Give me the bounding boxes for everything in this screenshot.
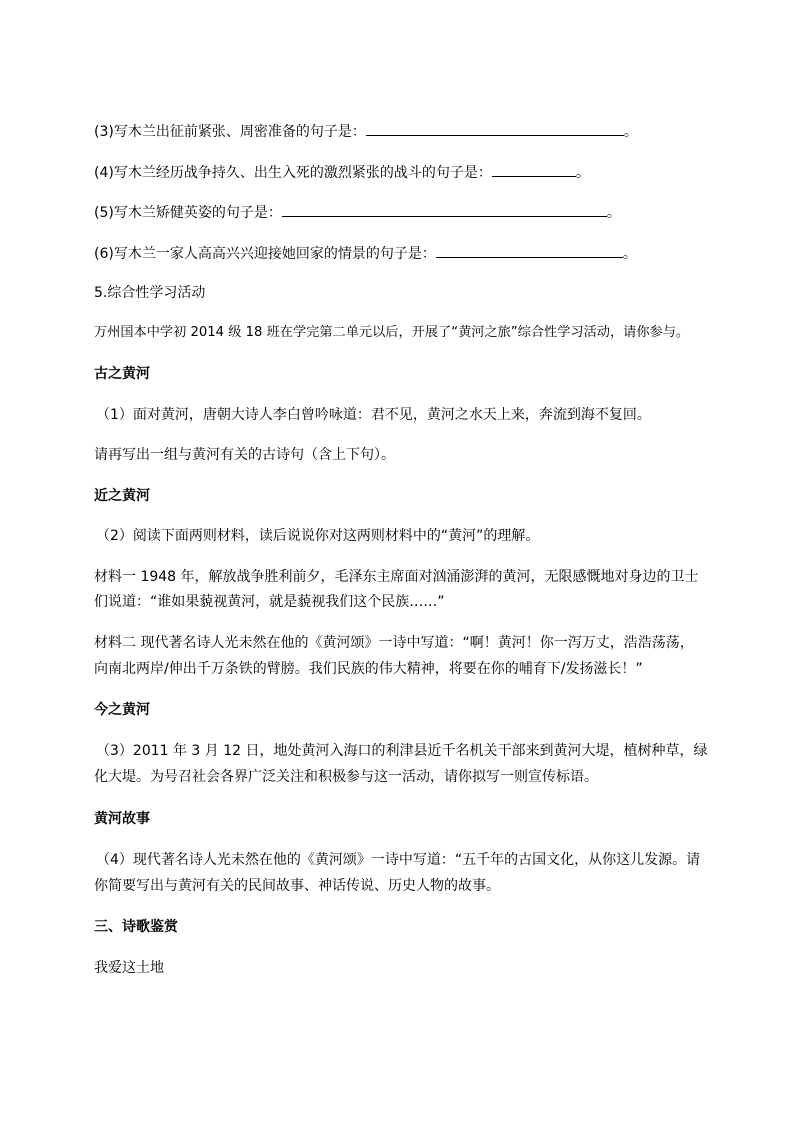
question-3 <box>94 121 638 141</box>
section-5-intro: 万州国本中学初 2014 级 18 班在学完第二单元以后，开展了“黄河之旅”综合性学习活动，请你参与。 <box>94 325 690 340</box>
material-2-line-2: 向南北两岸/伸出千万条铁的臂膀。我们民族的伟大精神，将要在你的哺育下/发扬滋长！” <box>94 661 643 677</box>
answer-blank-4[interactable] <box>492 162 576 177</box>
material-2-line-1: 材料二 现代著名诗人光未然在他的《黄河颂》一诗中写道：“啊！黄河！你一泻万丈，浩浩荡荡， <box>94 635 694 651</box>
question-4-line-1: （4）现代著名诗人光未然在他的《黄河颂》一诗中写道：“五千年的古国文化，从你这儿发源。请 <box>96 852 701 868</box>
question-3-end: 。 <box>623 124 638 140</box>
question-5-text: (5)写木兰矫健英姿的句子是： <box>94 205 282 221</box>
question-4-end: 。 <box>575 165 590 181</box>
answer-blank-6[interactable] <box>436 243 623 258</box>
poem-title: 我爱这土地 <box>94 960 164 976</box>
question-6-end: 。 <box>622 246 637 262</box>
question-6 <box>94 243 637 263</box>
heading-yellow-river-stories: 黄河故事 <box>94 811 150 827</box>
question-4-line-2: 你简要写出与黄河有关的民间故事、神话传说、历史人物的故事。 <box>94 878 500 894</box>
question-4 <box>94 162 590 182</box>
question-5 <box>94 202 621 222</box>
answer-blank-5[interactable] <box>282 202 607 217</box>
question-3-line-2: 化大堤。为号召社会各界广泛关注和积极参与这一活动，请你拟写一则宣传标语。 <box>94 769 598 785</box>
question-5-end: 。 <box>606 205 621 221</box>
section-5-title: 5.综合性学习活动 <box>94 285 206 301</box>
heading-ancient-yellow-river: 古之黄河 <box>94 366 150 382</box>
answer-blank-3[interactable] <box>366 121 624 136</box>
question-3-line-1: （3）2011 年 3 月 12 日，地处黄河入海口的利津县近千名机关干部来到黄河大堤，植树种草，绿 <box>96 743 708 759</box>
question-6-text: (6)写木兰一家人高高兴兴迎接她回家的情景的句子是： <box>94 246 436 262</box>
question-1: （1）面对黄河，唐朝大诗人李白曾吟咏道：君不见，黄河之水天上来，奔流到海不复回。 <box>96 407 651 423</box>
question-3-text: (3)写木兰出征前紧张、周密准备的句子是： <box>94 124 366 140</box>
material-1-line-2: 们说道：“谁如果藐视黄河，就是藐视我们这个民族……” <box>94 594 445 610</box>
material-1-line-1: 材料一 1948 年，解放战争胜利前夕，毛泽东主席面对汹涌澎湃的黄河，无限感慨地对身边的卫士 <box>94 569 699 585</box>
question-2: （2）阅读下面两则材料，读后说说你对这两则材料中的“黄河”的理解。 <box>96 528 540 544</box>
question-4-text: (4)写木兰经历战争持久、出生入死的激烈紧张的战斗的句子是： <box>94 165 492 181</box>
heading-modern-yellow-river: 近之黄河 <box>94 488 150 504</box>
heading-current-yellow-river: 今之黄河 <box>94 702 150 718</box>
question-1-instruction: 请再写出一组与黄河有关的古诗句（含上下句）。 <box>94 447 395 463</box>
section-3-title: 三、诗歌鉴赏 <box>94 919 178 935</box>
